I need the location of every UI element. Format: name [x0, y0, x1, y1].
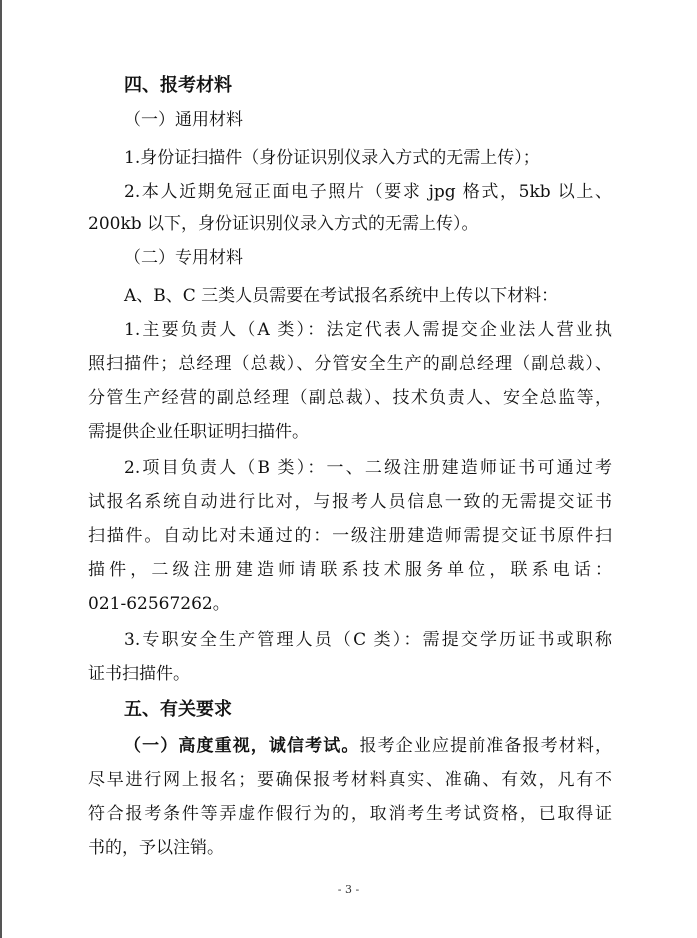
item-c-line-1: 3.专职安全生产管理人员（C 类）：需提交学历证书或职称: [124, 630, 612, 650]
page-number: - 3 -: [337, 883, 360, 896]
item-b-line-1: 2.项目负责人（B 类）：一、二级注册建造师证书可通过考: [124, 458, 612, 478]
page-left-border: [0, 0, 2, 938]
special-intro: A、B、C 三类人员需要在考试报名系统中上传以下材料：: [124, 286, 559, 306]
requirement-1-line-1: [124, 732, 612, 760]
general-item-1: 1.身份证扫描件（身份证识别仪录入方式的无需上传）；: [124, 148, 540, 168]
item-a-line-2: 照扫描件；总经理（总裁）、分管安全生产的副总经理（副总裁）、: [88, 354, 612, 374]
item-b-line-3: 扫描件。自动比对未通过的：一级注册建造师需提交证书原件扫: [88, 526, 612, 546]
general-item-2-line-1: 2.本人近期免冠正面电子照片（要求 jpg 格式，5kb 以上、: [124, 182, 612, 202]
requirement-1-line-2: 尽早进行网上报名；要确保报考材料真实、准确、有效，凡有不: [88, 770, 612, 790]
item-b-line-5: 021-62567262。: [88, 594, 230, 614]
subsection-heading-general: （一）通用材料: [124, 110, 243, 130]
subsection-heading-special: （二）专用材料: [124, 248, 243, 268]
general-item-2-line-2: 200kb 以下，身份证识别仪录入方式的无需上传）。: [88, 214, 479, 234]
section-heading-4: 四、报考材料: [124, 75, 232, 96]
item-a-line-1: 1.主要负责人（A 类）：法定代表人需提交企业法人营业执: [124, 320, 612, 340]
requirement-1-line-1-rest: 报考企业应提前准备报考材料，: [359, 736, 612, 756]
item-c-line-2: 证书扫描件。: [88, 664, 190, 684]
requirement-1-lead: （一）高度重视，诚信考试。: [124, 736, 360, 756]
item-b-line-2: 试报名系统自动进行比对，与报考人员信息一致的无需提交证书: [88, 492, 612, 512]
item-a-line-3: 分管生产经营的副总经理（副总裁）、技术负责人、安全总监等，: [88, 388, 612, 408]
item-a-line-4: 需提供企业任职证明扫描件。: [88, 422, 309, 442]
requirement-1-line-3: 符合报考条件等弄虚作假行为的，取消考生考试资格，已取得证: [88, 804, 612, 824]
section-heading-5: 五、有关要求: [124, 699, 232, 720]
requirement-1-line-4: 书的，予以注销。: [88, 838, 224, 858]
item-b-line-4: 描件，二级注册建造师请联系技术服务单位，联系电话：: [88, 560, 612, 580]
